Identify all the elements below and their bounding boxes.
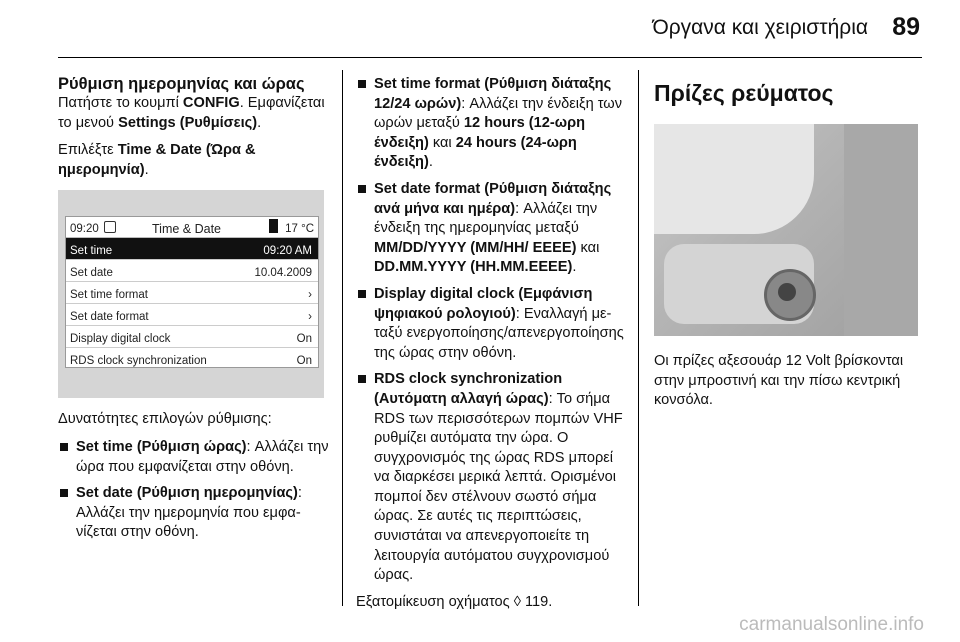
list-item: Display digital clock (Εμφάνιση ψηφιακού ρολογιού): Εναλλαγή μεταξύ ενεργοποίησης/απενεργοποίησης της ώρας στην οθόνη.: [356, 285, 628, 363]
thermometer-icon: [269, 219, 278, 233]
bullet-icon: [60, 489, 68, 497]
reference-arrow-icon: ◊: [513, 593, 521, 610]
screen-title: Time & Date: [152, 222, 222, 237]
list-item: RDS clock synchronization (Αυτόματη αλλαγή ώρας): Το σήμα RDS των περισσότερων πομπών VHF ρυθμίζει αυτόματα την ώρα. Ο συγχρονισμός της ώρας RDS μπορεί να διαρκέσει μερικά λεπτά. Ορισμένοι πομποί δεν στέλνουν σωστό σήμα ώρας. Σε αυτές τις περιπτώσεις, συνιστάται να απενεργοποιείτε τη λειτουργία αυτόματου συγχρονισμού ώρας.: [356, 370, 628, 586]
menu-item-set-time-format[interactable]: Set time format ›: [66, 282, 318, 304]
column-divider: [638, 70, 639, 606]
section-heading-power-outlets: Πρίζες ρεύματος: [654, 80, 834, 106]
page-number: 89: [892, 13, 920, 41]
select-paragraph: Επιλέξτε Time & Date (Ώρα & ημερομηνία).: [58, 142, 256, 178]
left-column: [58, 75, 330, 550]
list-item: Set date (Ρύθμιση ημερομηνίας): Αλλάζει την ημερομηνία που εμφανίζεται στην οθόνη.: [58, 484, 330, 543]
chevron-right-icon: ›: [308, 289, 312, 302]
power-outlet-photo: [654, 124, 918, 336]
screen-time: 09:20: [70, 223, 99, 236]
screen-temperature: 17 °C: [285, 223, 314, 236]
menu-item-set-time[interactable]: Set time 09:20 AM: [66, 238, 318, 260]
header-rule: [58, 57, 922, 58]
list-item: Set time format (Ρύθμιση διάταξης 12/24 ωρών): Αλλάζει την ένδειξη των ωρών μεταξύ 12 hours (12-ωρη ένδειξη) και 24 hours (24-ωρη ένδειξη).: [356, 75, 628, 173]
bullet-icon: [358, 290, 366, 298]
display-screen: [65, 216, 319, 368]
watermark: carmanualsonline.info: [739, 614, 924, 635]
right-column: [654, 80, 924, 419]
bullet-icon: [60, 443, 68, 451]
header-title: Όργανα και χειριστήρια: [652, 16, 868, 39]
clock-icon: [104, 221, 116, 233]
options-list-continued: [356, 75, 628, 586]
menu-item-rds-clock-sync[interactable]: RDS clock synchronization On: [70, 355, 312, 368]
cross-reference[interactable]: Εξατομίκευση οχήματος ◊ 119.: [356, 593, 553, 610]
section-heading: Ρύθμιση ημερομηνίας και ώρας: [58, 75, 305, 93]
bullet-icon: [358, 185, 366, 193]
menu-item-set-date-format[interactable]: Set date format ›: [66, 304, 318, 326]
power-outlets-text: Οι πρίζες αξεσουάρ 12 Volt βρίσκονται στην μπροστινή και την πίσω κεντρική κονσόλα.: [654, 353, 904, 409]
options-list: [58, 438, 330, 543]
bullet-icon: [358, 80, 366, 88]
options-label: Δυνατότητες επιλογών ρύθμισης:: [58, 411, 272, 428]
chevron-right-icon: ›: [308, 311, 312, 324]
intro-paragraph: Πατήστε το κουμπί CONFIG. Εμφανίζεται το μενού Settings (Ρυθμίσεις).: [58, 95, 325, 131]
column-divider: [342, 70, 343, 606]
list-item: Set date format (Ρύθμιση διάταξης ανά μήνα και ημέρα): Αλλάζει την ένδειξη της ημερομηνίας μεταξύ MM/DD/YYYY (MM/HH/ EEEE) και DD.MM.YYYY (HH.MM.EEEE).: [356, 180, 628, 278]
middle-column: [356, 75, 628, 620]
menu-item-set-date[interactable]: Set date 10.04.2009: [66, 260, 318, 282]
screen-figure: [58, 190, 324, 398]
menu-item-display-digital-clock[interactable]: Display digital clock On: [66, 326, 318, 348]
list-item: Set time (Ρύθμιση ώρας): Αλλάζει την ώρα που εμφανίζεται στην οθόνη.: [58, 438, 330, 477]
bullet-icon: [358, 375, 366, 383]
